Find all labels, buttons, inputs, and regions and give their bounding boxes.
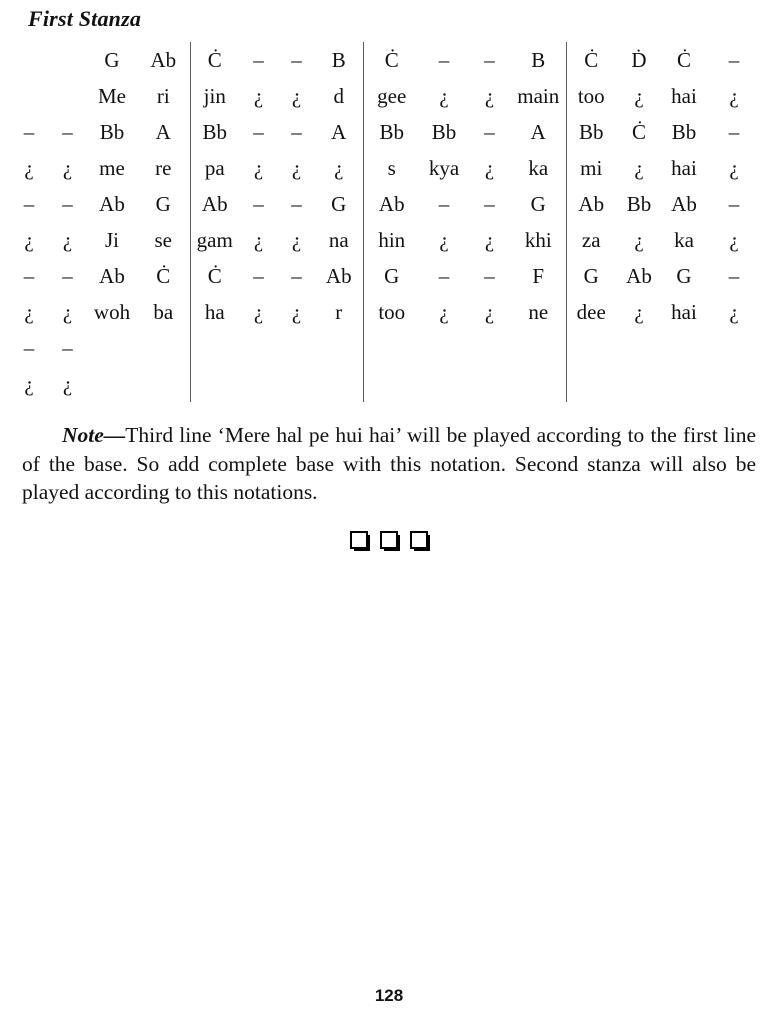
notation-cell: B [511,42,566,78]
notation-cell: Ab [201,191,228,216]
notation-cell [616,330,662,366]
notation-cell: hai [671,83,697,108]
notation-cell: Ab [99,263,125,288]
notation-cell: – [484,119,495,144]
notation-cell: Bb [578,119,604,144]
notation-cell [315,330,363,366]
notation-cell: ¿ [439,227,449,252]
notation-cell: s [387,155,396,180]
notation-cell: too [378,299,406,324]
notation-cell [706,366,762,402]
notation-cell: ¿ [253,83,264,108]
notation-cell: A [137,114,190,150]
notation-cell: B [315,42,363,78]
notation-cell: – [728,191,740,216]
notation-cell [278,366,315,402]
notation-cell: ¿ [439,299,449,324]
notation-cell: – [484,191,495,216]
notation-cell [10,42,48,78]
notation-row-lyrics [10,366,762,402]
notation-cell: ¿ [24,155,34,180]
notation-cell: Ċ [137,258,190,294]
notation-cell: ¿ [484,299,495,324]
notation-row-notes [10,258,762,294]
notation-cell: mi [580,155,603,180]
notation-cell: Bb [671,119,697,144]
notation-cell: khi [511,222,566,258]
notation-cell: se [137,222,190,258]
notation-row-notes [10,330,762,366]
notation-cell: ¿ [634,83,644,108]
notation-cell: ¿ [729,227,739,252]
page-number: 128 [374,986,404,1005]
notation-cell: ¿ [253,155,264,180]
notation-cell [420,330,468,366]
notation-cell: Ċ [631,119,646,144]
note-paragraph [22,421,756,507]
notation-cell: ¿ [24,227,34,252]
notation-cell: Ab [137,42,190,78]
notation-cell: re [137,150,190,186]
notation-cell: Ab [671,191,697,216]
notation-cell: ¿ [24,371,34,396]
notation-cell: G [137,186,190,222]
notation-cell: ¿ [484,155,495,180]
notation-cell [315,366,363,402]
notation-cell: ¿ [729,155,739,180]
notation-cell [190,330,239,366]
notation-cell: – [438,47,450,72]
notation-cell [566,330,616,366]
notation-cell [468,366,511,402]
notation-cell: Ji [104,227,119,252]
notation-cell: main [511,78,566,114]
notation-cell: too [577,83,605,108]
notation-cell: G [676,263,692,288]
notation-cell: – [62,191,73,216]
notation-cell: – [291,191,302,216]
end-ornament [0,531,778,554]
notation-cell: – [23,119,35,144]
notation-cell: Ċ [207,47,222,72]
notation-table [10,42,762,402]
notation-cell [662,366,706,402]
notation-cell: – [62,119,73,144]
notation-cell: – [253,119,264,144]
notation-cell: G [384,263,400,288]
notation-cell: woh [93,299,131,324]
notation-cell: ka [511,150,566,186]
notation-cell: ba [137,294,190,330]
notation-cell: ¿ [484,227,495,252]
shadowed-square-icon [350,531,368,549]
notation-cell: A [315,114,363,150]
notation-cell: hai [671,155,697,180]
notation-cell: – [291,119,302,144]
notation-cell: ne [511,294,566,330]
notation-cell: ¿ [62,227,73,252]
notation-cell: kya [428,155,460,180]
notation-cell: Ab [578,191,605,216]
notation-cell: Bb [431,119,457,144]
notation-cell [137,330,190,366]
notation-cell: ¿ [62,371,73,396]
notation-cell: gee [377,83,407,108]
notation-cell: ¿ [291,155,302,180]
notation-cell: ¿ [729,299,739,324]
note-text: Third line ‘Mere hal pe hui hai’ will be played according to the first line of the base. So add complete base with this notation. Second stanza will also be played according to this notations. [22,423,756,504]
notation-cell: pa [204,155,225,180]
notation-cell: – [23,191,35,216]
notation-cell [468,330,511,366]
notation-cell: Bb [626,191,652,216]
notation-cell: Bb [202,119,227,144]
notation-cell: ¿ [291,299,302,324]
notation-cell [10,78,48,114]
notation-cell [363,366,420,402]
notation-cell: – [62,335,73,360]
notation-cell: hin [378,227,406,252]
notation-cell: – [728,119,740,144]
notation-cell: r [315,294,363,330]
notation-table-body [10,42,762,402]
notation-cell: ¿ [729,83,739,108]
notation-cell: ri [137,78,190,114]
notation-cell [137,366,190,402]
notation-cell [48,78,87,114]
notation-cell: ¿ [62,299,73,324]
notation-cell: – [291,47,302,72]
notation-cell [239,330,278,366]
notation-cell: dee [576,299,606,324]
notation-cell: hai [671,299,697,324]
notation-cell: ¿ [634,299,644,324]
notation-cell: – [62,263,73,288]
notation-cell: Bb [99,119,125,144]
notation-cell [239,366,278,402]
notation-cell: ¿ [253,227,264,252]
notation-row-lyrics [10,294,762,330]
note-label: Note— [62,423,126,447]
notation-cell: za [581,227,601,252]
notation-cell: – [291,263,302,288]
notation-cell: Ċ [207,263,222,288]
notation-cell: Ḋ [631,47,647,72]
notation-cell: Ab [626,263,652,288]
notation-cell: ¿ [62,155,73,180]
notation-row-lyrics [10,78,762,114]
notation-cell: Bb [379,119,404,144]
notation-cell: Me [98,83,126,108]
notation-cell: – [438,191,450,216]
notation-cell [278,330,315,366]
notation-cell [48,42,87,78]
notation-cell [511,366,566,402]
notation-cell [511,330,566,366]
notation-row-lyrics [10,150,762,186]
notation-cell [190,366,239,402]
notation-cell: ¿ [291,227,302,252]
notation-cell: – [253,263,264,288]
notation-cell: ¿ [484,83,495,108]
notation-row-lyrics [10,222,762,258]
notation-cell: Ċ [676,47,691,72]
notation-cell: ka [674,227,694,252]
notation-cell: G [104,47,120,72]
notation-cell: Ab [315,258,363,294]
notation-cell: – [253,47,264,72]
page-title: First Stanza [28,6,142,31]
notation-cell: – [23,335,35,360]
notation-cell: ¿ [315,150,363,186]
notation-row-notes [10,186,762,222]
notation-cell: ¿ [634,155,644,180]
notation-cell: ¿ [291,83,302,108]
notation-cell [662,330,706,366]
notation-cell: – [23,263,35,288]
notation-cell: – [484,263,495,288]
notation-cell: ¿ [634,227,644,252]
notation-cell: ¿ [439,83,449,108]
notation-cell: – [438,263,450,288]
notation-cell: Ċ [384,47,399,72]
notation-row-notes [10,114,762,150]
shadowed-square-icon [380,531,398,549]
notation-cell [363,330,420,366]
notation-cell: G [315,186,363,222]
notation-cell [87,366,137,402]
notation-cell: d [315,78,363,114]
notation-cell: – [728,47,740,72]
notation-cell: G [583,263,599,288]
notation-cell: me [99,155,125,180]
notation-cell [566,366,616,402]
notation-cell [616,366,662,402]
notation-cell: – [728,263,740,288]
notation-cell [706,330,762,366]
notation-cell: Ċ [584,47,599,72]
notation-row-notes [10,42,762,78]
notation-cell: – [253,191,264,216]
notation-cell: ¿ [253,299,264,324]
notation-cell: ha [204,299,225,324]
notation-cell: – [484,47,495,72]
notation-cell: Ab [99,191,125,216]
notation-cell: Ab [378,191,405,216]
notation-cell [87,330,137,366]
notation-cell [420,366,468,402]
notation-cell: F [511,258,566,294]
notation-cell: G [511,186,566,222]
notation-cell: A [511,114,566,150]
notation-cell: jin [203,83,226,108]
notation-cell: gam [196,227,233,252]
notation-cell: ¿ [24,299,34,324]
shadowed-square-icon [410,531,428,549]
notation-cell: na [315,222,363,258]
